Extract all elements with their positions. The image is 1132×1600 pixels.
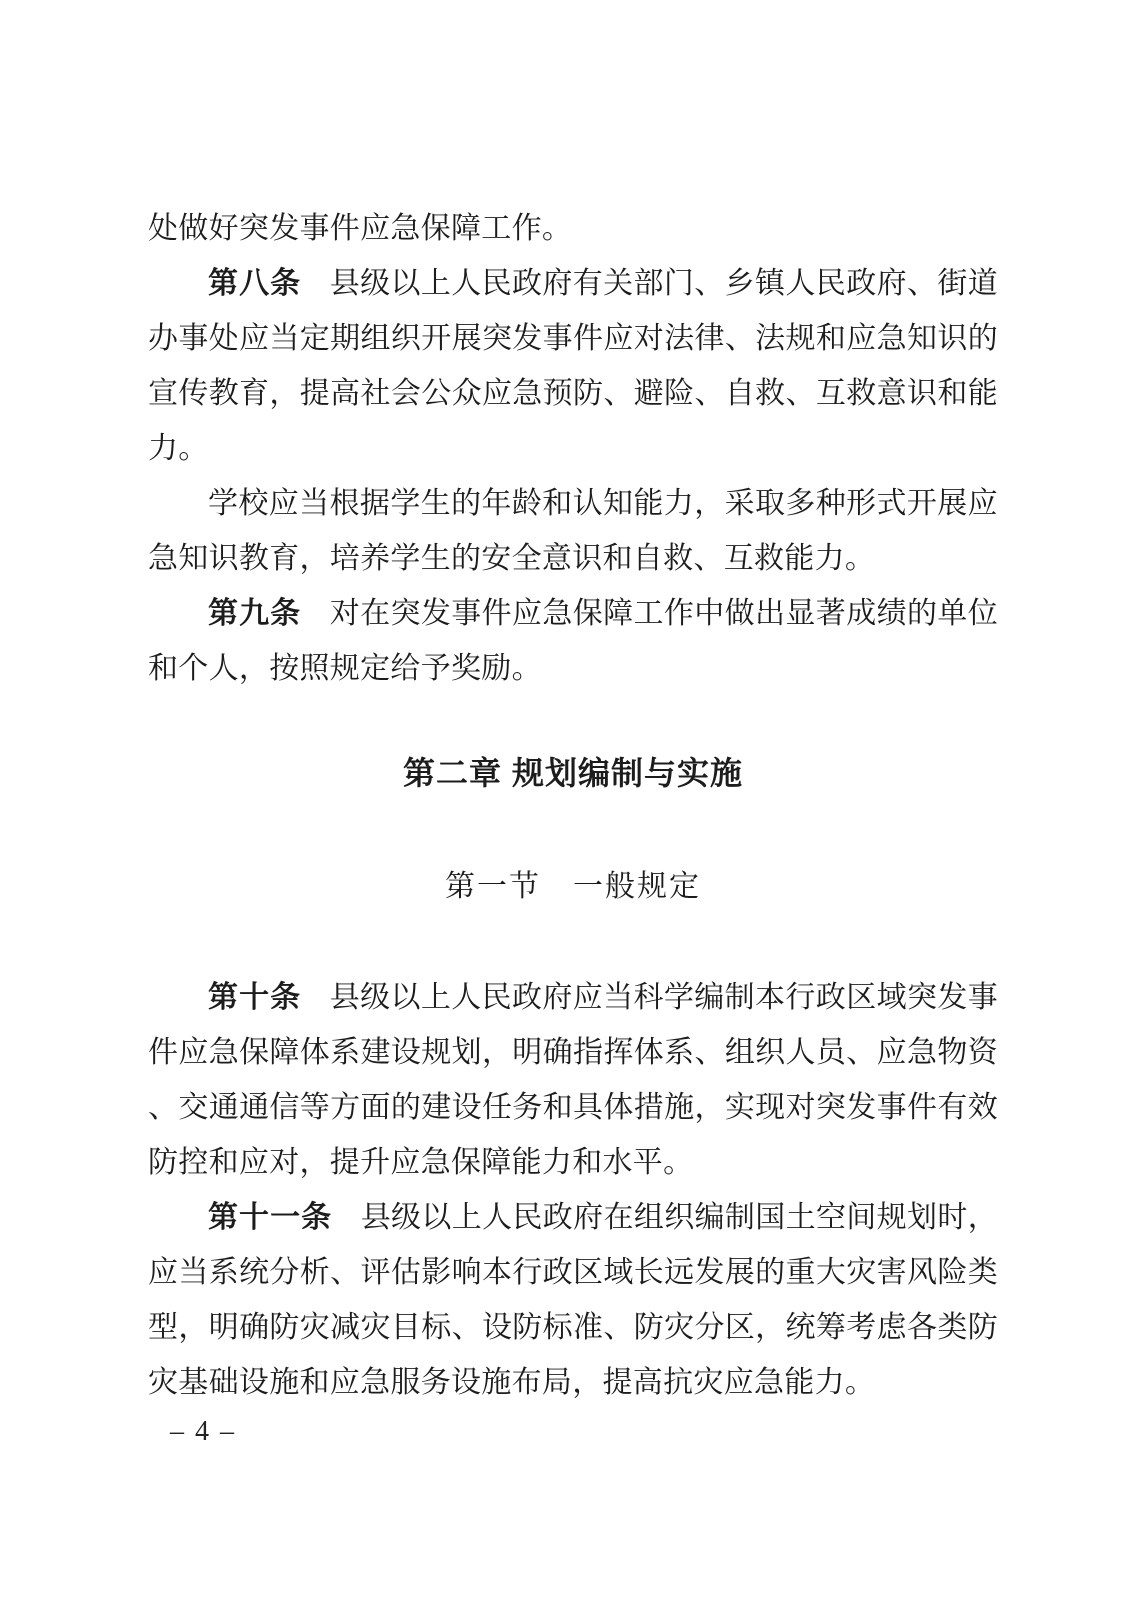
article-number: 第九条	[208, 597, 302, 630]
article-number: 第八条	[208, 267, 302, 300]
article-number: 第十条	[208, 981, 302, 1014]
body-paragraph: 处做好突发事件应急保障工作。	[148, 212, 573, 245]
body-paragraph: 学校应当根据学生的年龄和认知能力，采取多种形式开展应急知识教育，培养学生的安全意识和自救、互救能力。	[148, 487, 998, 575]
section-heading: 第一节 一般规定	[445, 870, 701, 903]
article-paragraph: 第十一条 县级以上人民政府在组织编制国土空间规划时，应当系统分析、评估影响本行政区域长远发展的重大灾害风险类型，明确防灾减灾目标、设防标准、防灾分区，统筹考虑各类防灾基础设施和应急服务设施布局，提高抗灾应急能力。	[148, 1201, 998, 1399]
article-number: 第十一条	[208, 1201, 333, 1234]
chapter-heading: 第二章 规划编制与实施	[403, 755, 743, 791]
article-paragraph: 第八条 县级以上人民政府有关部门、乡镇人民政府、街道办事处应当定期组织开展突发事件应对法律、法规和应急知识的宣传教育，提高社会公众应急预防、避险、自救、互救意识和能力。	[148, 267, 999, 465]
page-number: – 4 –	[170, 1416, 236, 1447]
document-body	[148, 201, 998, 1410]
article-paragraph: 第九条 对在突发事件应急保障工作中做出显著成绩的单位和个人，按照规定给予奖励。	[148, 597, 999, 685]
article-paragraph: 第十条 县级以上人民政府应当科学编制本行政区域突发事件应急保障体系建设规划，明确指挥体系、组织人员、应急物资、交通通信等方面的建设任务和具体措施，实现对突发事件有效防控和应对，提升应急保障能力和水平。	[148, 981, 999, 1179]
